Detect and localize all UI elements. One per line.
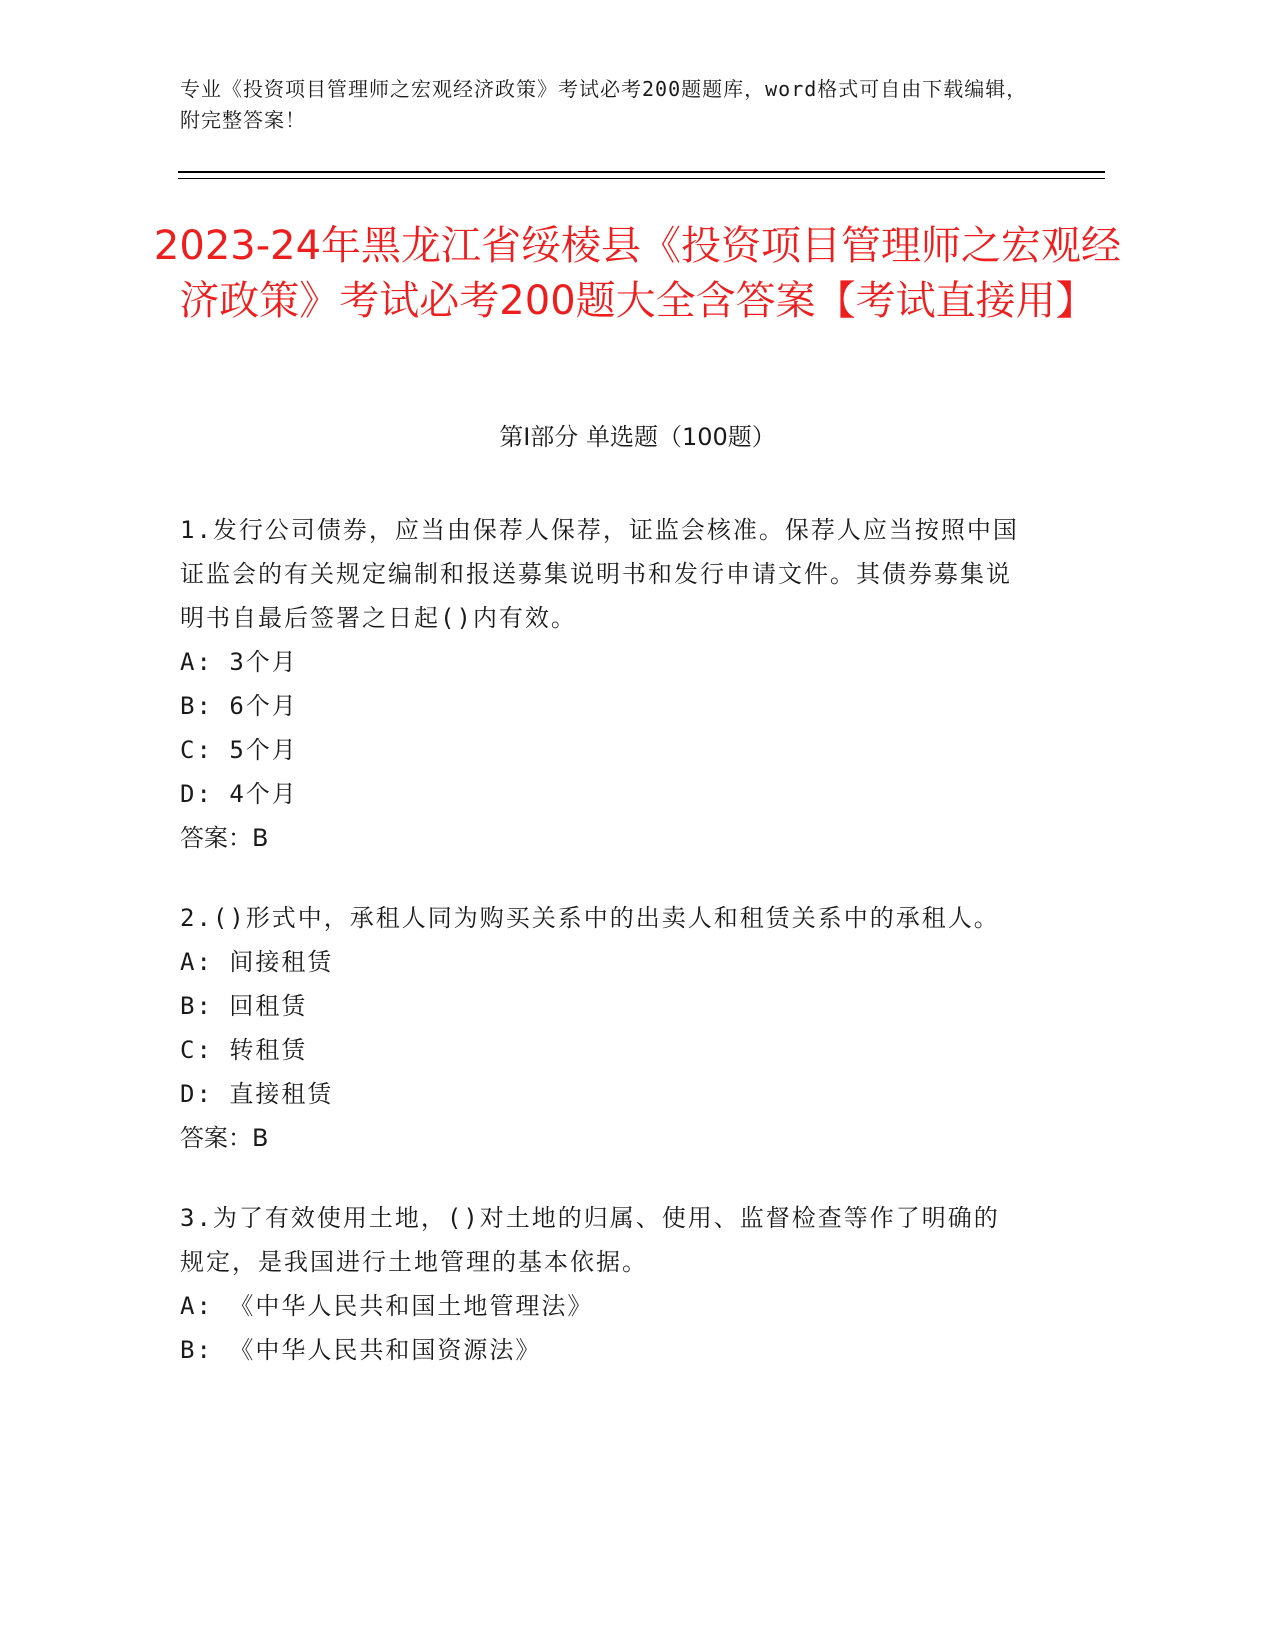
- option-c: C: 转租赁: [180, 1036, 308, 1064]
- document-title: 2023-24年黑龙江省绥棱县《投资项目管理师之宏观经济政策》考试必考200题大全含答案【考试直接用】: [153, 223, 1122, 324]
- question-3: [180, 1196, 1020, 1372]
- question-1: [180, 508, 1020, 860]
- question-stem: 3.为了有效使用土地，()对土地的归属、使用、监督检查等作了明确的规定，是我国进行土地管理的基本依据。: [180, 1204, 1000, 1276]
- option-b: B: 6个月: [180, 692, 298, 720]
- option-d: D: 4个月: [180, 780, 298, 808]
- answer: 答案：B: [180, 1124, 269, 1152]
- option-c: C: 5个月: [180, 736, 298, 764]
- option-a: A: 《中华人民共和国土地管理法》: [180, 1292, 594, 1320]
- header-note: 专业《投资项目管理师之宏观经济政策》考试必考200题题库，word格式可自由下载编辑，附完整答案！: [180, 77, 1028, 132]
- question-list: [180, 508, 1020, 1408]
- header-rule-thin: [178, 178, 1105, 179]
- answer: 答案：B: [180, 824, 269, 852]
- option-d: D: 直接租赁: [180, 1080, 334, 1108]
- option-a: A: 间接租赁: [180, 948, 334, 976]
- option-b: B: 回租赁: [180, 992, 308, 1020]
- option-b: B: 《中华人民共和国资源法》: [180, 1336, 542, 1364]
- option-a: A: 3个月: [180, 648, 298, 676]
- question-2: [180, 896, 1020, 1160]
- section-heading: 第I部分 单选题（100题）: [499, 423, 776, 451]
- question-stem: 1.发行公司债券，应当由保荐人保荐，证监会核准。保荐人应当按照中国证监会的有关规定编制和报送募集说明书和发行申请文件。其债券募集说明书自最后签署之日起()内有效。: [180, 516, 1019, 632]
- question-stem: 2.()形式中，承租人同为购买关系中的出卖人和租赁关系中的承租人。: [180, 904, 1000, 932]
- header-rule-thick: [178, 171, 1105, 173]
